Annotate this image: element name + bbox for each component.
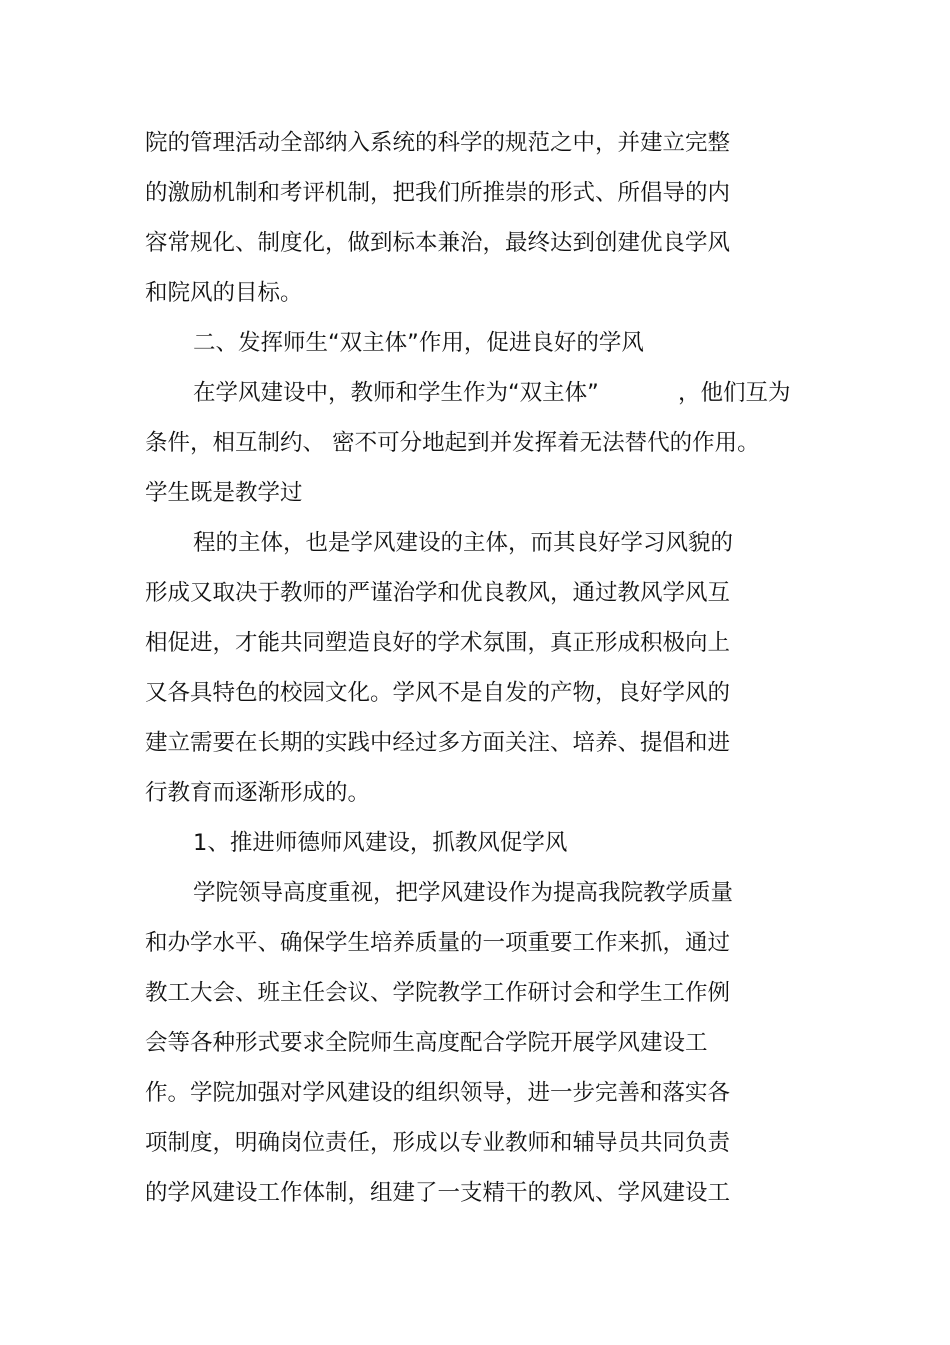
section-heading: 二、发挥师生“双主体”作用，促进良好的学风 bbox=[193, 330, 644, 356]
text-line: 又各具特色的校园文化。学风不是自发的产物，良好学风的 bbox=[145, 680, 731, 706]
text-line: 教工大会、班主任会议、学院教学工作研讨会和学生工作例 bbox=[145, 980, 731, 1006]
text-line: 形成又取决于教师的严谨治学和优良教风，通过教风学风互 bbox=[145, 580, 731, 606]
text-line: 相促进，才能共同塑造良好的学术氛围，真正形成积极向上 bbox=[145, 630, 731, 656]
text-line: 会等各种形式要求全院师生高度配合学院开展学风建设工 bbox=[145, 1030, 708, 1056]
text-line: 程的主体，也是学风建设的主体，而其良好学习风貌的 bbox=[193, 530, 734, 556]
text-line: 的学风建设工作体制，组建了一支精干的教风、学风建设工 bbox=[145, 1180, 731, 1206]
text-line: ，他们互为 bbox=[678, 380, 791, 406]
text-line: 项制度，明确岗位责任，形成以专业教师和辅导员共同负责 bbox=[145, 1130, 731, 1156]
subsection-heading: 1、推进师德师风建设，抓教风促学风 bbox=[193, 830, 568, 856]
text-line: 建立需要在长期的实践中经过多方面关注、培养、提倡和进 bbox=[145, 730, 731, 756]
text-line: 学生既是教学过 bbox=[145, 480, 303, 506]
text-line: 行教育而逐渐形成的。 bbox=[145, 780, 371, 806]
text-line: 容常规化、制度化，做到标本兼治，最终达到创建优良学风 bbox=[145, 230, 731, 256]
text-line: 作。学院加强对学风建设的组织领导，进一步完善和落实各 bbox=[145, 1080, 731, 1106]
text-line: 学院领导高度重视，把学风建设作为提高我院教学质量 bbox=[193, 880, 734, 906]
text-line: 和院风的目标。 bbox=[145, 280, 303, 306]
text-line: 院的管理活动全部纳入系统的科学的规范之中，并建立完整 bbox=[145, 130, 731, 156]
text-line: 在学风建设中，教师和学生作为“双主体” bbox=[193, 380, 599, 406]
text-line: 条件，相互制约、 密不可分地起到并发挥着无法替代的作用。 bbox=[145, 430, 760, 456]
text-line: 的激励机制和考评机制，把我们所推崇的形式、所倡导的内 bbox=[145, 180, 731, 206]
text-line: 和办学水平、确保学生培养质量的一项重要工作来抓，通过 bbox=[145, 930, 731, 956]
